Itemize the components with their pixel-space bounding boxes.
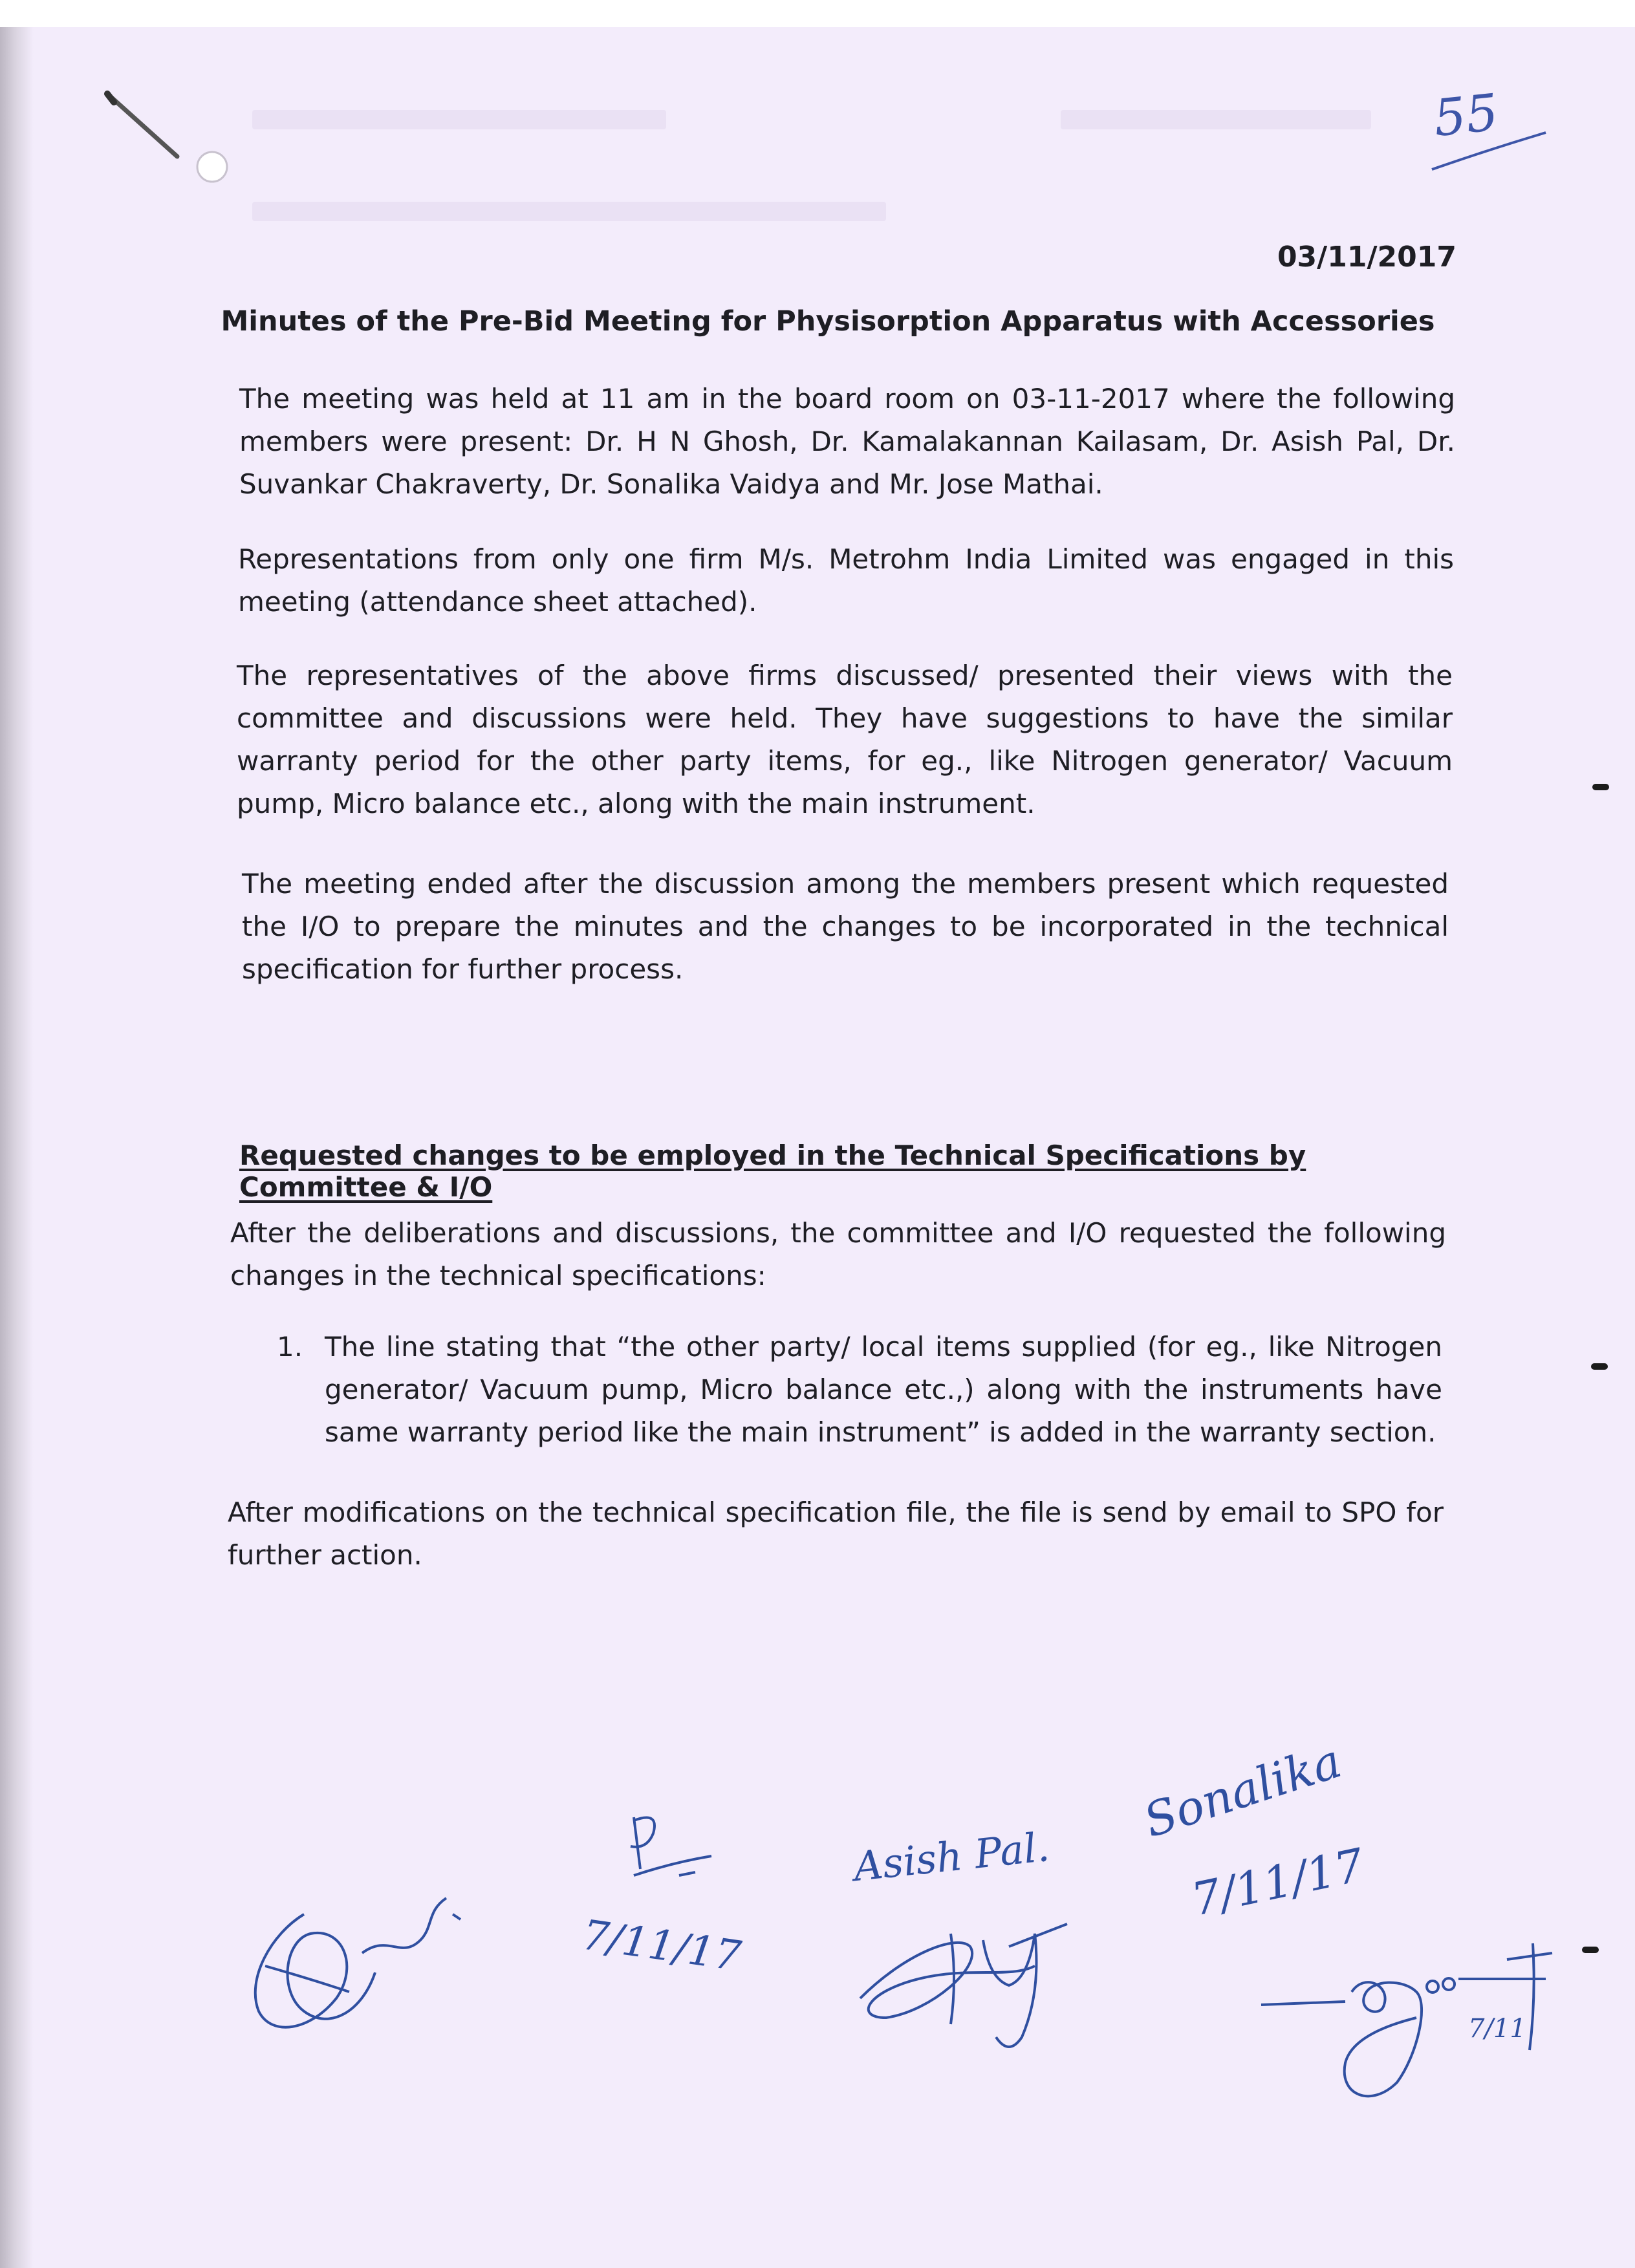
signature-4-name: Sonalika (1137, 1733, 1348, 1848)
signature-4-date: 7/11/17 (1187, 1838, 1369, 1927)
section-intro: After the deliberations and discussions, the committee and I/O requested the following changes in the technical specifications: (230, 1217, 1446, 1291)
list-item-text: The line stating that “the other party/ local items supplied (for eg., like Nitrogen generator/ Vacuum pump, Micro balance etc.,) along with the instruments have same warranty period like the main instrument” is added in the warranty section. (325, 1331, 1442, 1448)
section-heading: Requested changes to be employed in the Technical Specifications by Committee & I/O (239, 1139, 1306, 1203)
signature-5-date: 7/11 (1468, 2014, 1526, 2044)
document-date: 03/11/2017 (1277, 241, 1456, 274)
closing-paragraph: After modifications on the technical specification file, the file is send by email to SPO for further action. (228, 1496, 1444, 1571)
page-number-text: 55 (1431, 83, 1501, 149)
paragraph-conclusion: The meeting ended after the discussion among the members present which requested the I/O to prepare the minutes and the changes to be incorporated in the technical specification for further process. (242, 868, 1449, 985)
paragraph-discussion: The representatives of the above firms discussed/ presented their views with the committee and discussions were held. They have suggestions to have the similar warranty period for the other party items, for eg., like Nitrogen generator/ Vacuum pump, Micro balance etc., along with the main instrument. (237, 660, 1453, 819)
signature-1 (255, 1898, 460, 2027)
paragraph-representation: Representations from only one firm M/s. Metrohm India Limited was engaged in this meeting (attendance sheet attached). (238, 543, 1454, 618)
list-item-number: 1. (277, 1331, 303, 1363)
signature-3-mark (860, 1924, 1067, 2047)
document-title: Minutes of the Pre-Bid Meeting for Physisorption Apparatus with Accessories (221, 305, 1435, 338)
paragraph-attendance: The meeting was held at 11 am in the board room on 03-11-2017 where the following members were present: Dr. H N Ghosh, Dr. Kamalakannan Kailasam, Dr. Asish Pal, Dr. Suvankar Chakraverty, Dr. Sonalika Vaidya and Mr. Jose Mathai. (239, 383, 1455, 500)
signature-2 (631, 1817, 711, 1875)
signature-3-name: Asish Pal. (851, 1822, 1052, 1891)
signature-2-date: 7/11/17 (579, 1911, 744, 1982)
